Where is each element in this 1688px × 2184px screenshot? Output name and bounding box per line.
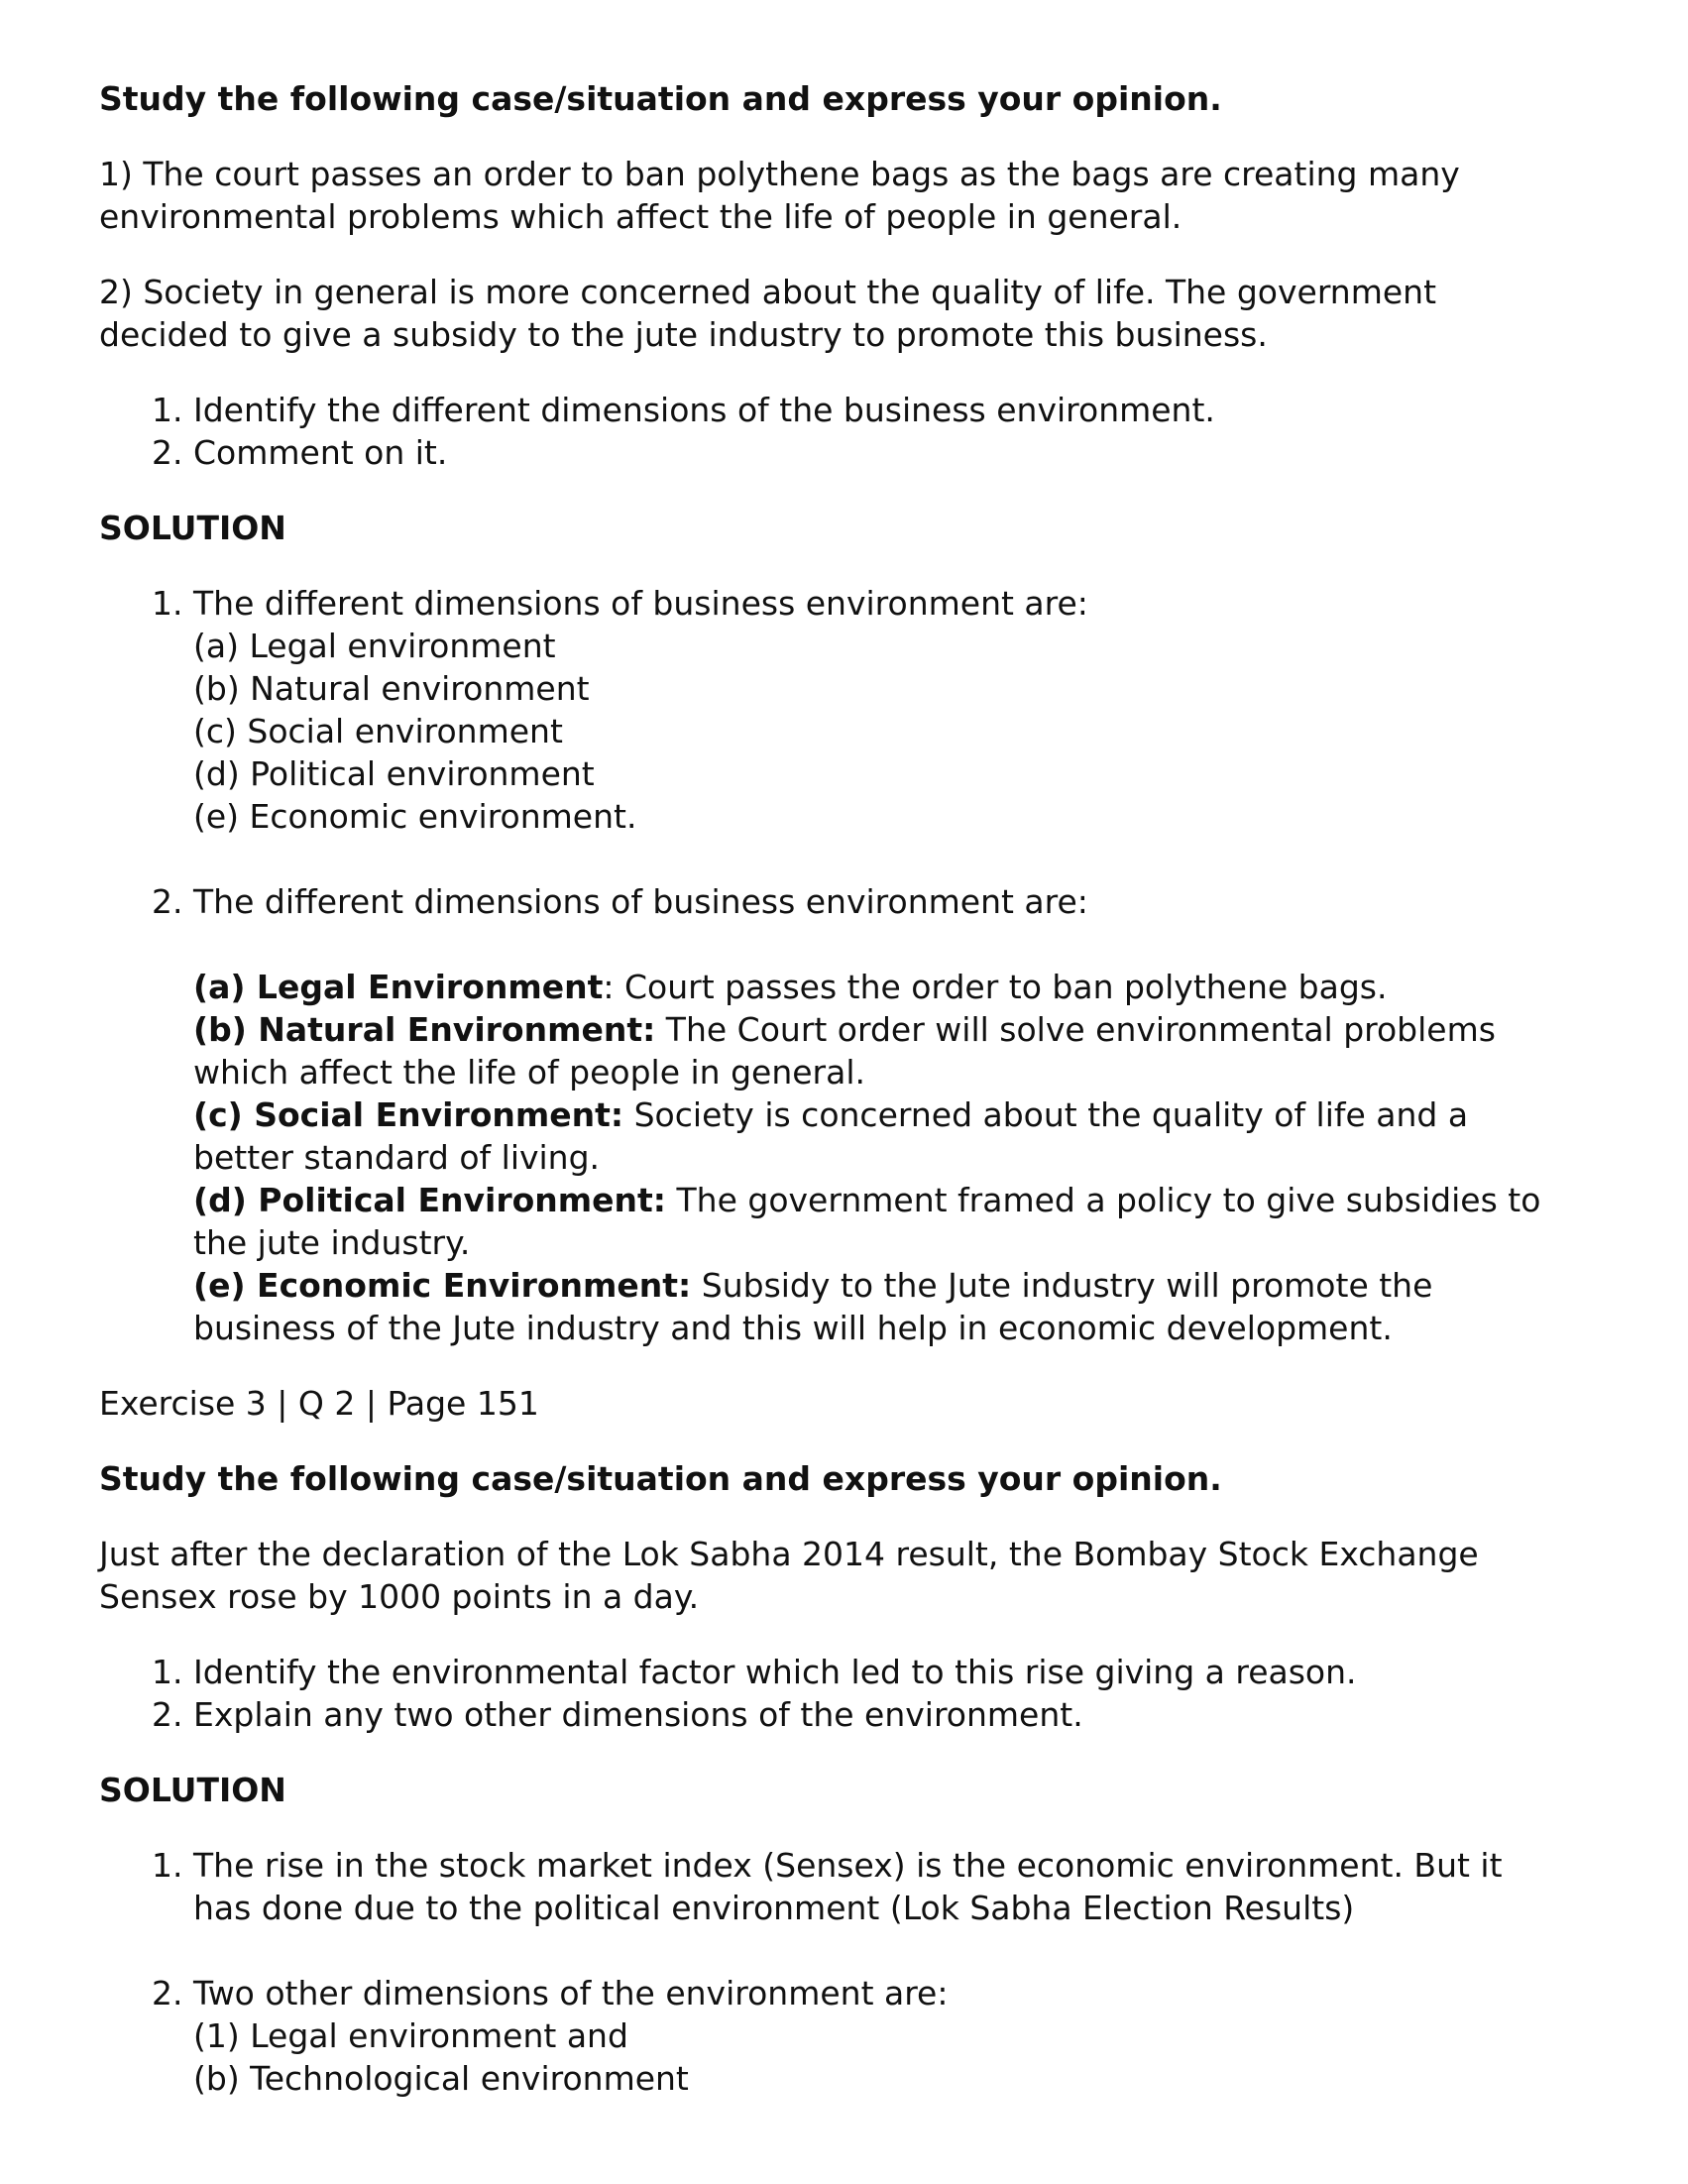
section2-solution-list	[99, 1844, 1569, 2100]
case-text: Just after the declaration of the Lok Sabha 2014 result, the Bombay Stock Exchange Sensex rose by 1000 points in a day.	[99, 1535, 1479, 1616]
solution-item-1	[193, 582, 1569, 838]
dimension-explanation	[193, 1179, 1569, 1264]
section1-heading: Study the following case/situation and express your opinion.	[99, 79, 1222, 118]
dimension-text: Society is concerned about the quality of life and a better standard of living.	[193, 1095, 1469, 1177]
dimension-text: Court passes the order to ban polythene bags.	[614, 968, 1388, 1006]
dimension-text: Subsidy to the Jute industry will promote the business of the Jute industry and this will help in economic development.	[193, 1266, 1433, 1347]
section2-heading: Study the following case/situation and express your opinion.	[99, 1459, 1222, 1498]
solution-intro: The different dimensions of business environment are:	[193, 882, 1088, 921]
solution-item-1: 1. The rise in the stock market index (Sensex) is the economic environment. But it has done due to the political environment (Lok Sabha Election Results)	[193, 1844, 1569, 1929]
dimension-item: (b) Natural environment	[193, 669, 590, 708]
dimension-item: (e) Economic environment.	[193, 797, 637, 836]
section2-solution-label: SOLUTION	[99, 1771, 286, 1809]
dimension-text: The Court order will solve environmental problems which affect the life of people in general.	[193, 1010, 1496, 1092]
dimension-item: (b) Technological environment	[193, 2059, 689, 2098]
question-item: 2. Explain any two other dimensions of the environment.	[193, 1693, 1569, 1736]
blank-gap	[193, 923, 1569, 966]
case-1-text: 1) The court passes an order to ban polythene bags as the bags are creating many environmental problems which affect the life of people in general.	[99, 155, 1460, 236]
exercise-reference: Exercise 3 | Q 2 | Page 151	[99, 1384, 539, 1423]
dimension-label: (d) Political Environment:	[193, 1181, 667, 1219]
section2-question-list	[99, 1651, 1569, 1736]
solution-intro: Two other dimensions of the environment are:	[193, 1974, 949, 2012]
solution-intro: The different dimensions of business environment are:	[193, 584, 1088, 623]
section1-solution-list	[99, 582, 1569, 1349]
dimension-explanation	[193, 1008, 1569, 1093]
question-item: 1. Identify the environmental factor which led to this rise giving a reason.	[193, 1651, 1569, 1693]
dimension-explanation	[193, 966, 1569, 1008]
solution-item-2	[193, 880, 1569, 1349]
dimension-explanation	[193, 1264, 1569, 1349]
section1-question-list	[99, 389, 1569, 474]
dimension-item: (c) Social environment	[193, 712, 563, 750]
solution-item-2	[193, 1972, 1569, 2100]
dimension-text: The government framed a policy to give subsidies to the jute industry.	[193, 1181, 1541, 1262]
dimension-item: (d) Political environment	[193, 754, 595, 793]
dimension-label: (a) Legal Environment	[193, 968, 604, 1006]
dimension-label: (c) Social Environment:	[193, 1095, 624, 1134]
section1-solution-label: SOLUTION	[99, 509, 286, 547]
dimension-item: (1) Legal environment and	[193, 2016, 628, 2055]
dimension-label: (e) Economic Environment:	[193, 1266, 692, 1305]
dimension-item: (a) Legal environment	[193, 627, 556, 665]
question-item: 1. Identify the different dimensions of the business environment.	[193, 389, 1569, 431]
dimension-separator: :	[603, 968, 615, 1006]
dimension-label: (b) Natural Environment:	[193, 1010, 656, 1049]
dimension-explanation	[193, 1093, 1569, 1179]
case-2-text: 2) Society in general is more concerned about the quality of life. The government decided to give a subsidy to the jute industry to promote this business.	[99, 273, 1437, 354]
question-item: 2. Comment on it.	[193, 431, 1569, 474]
